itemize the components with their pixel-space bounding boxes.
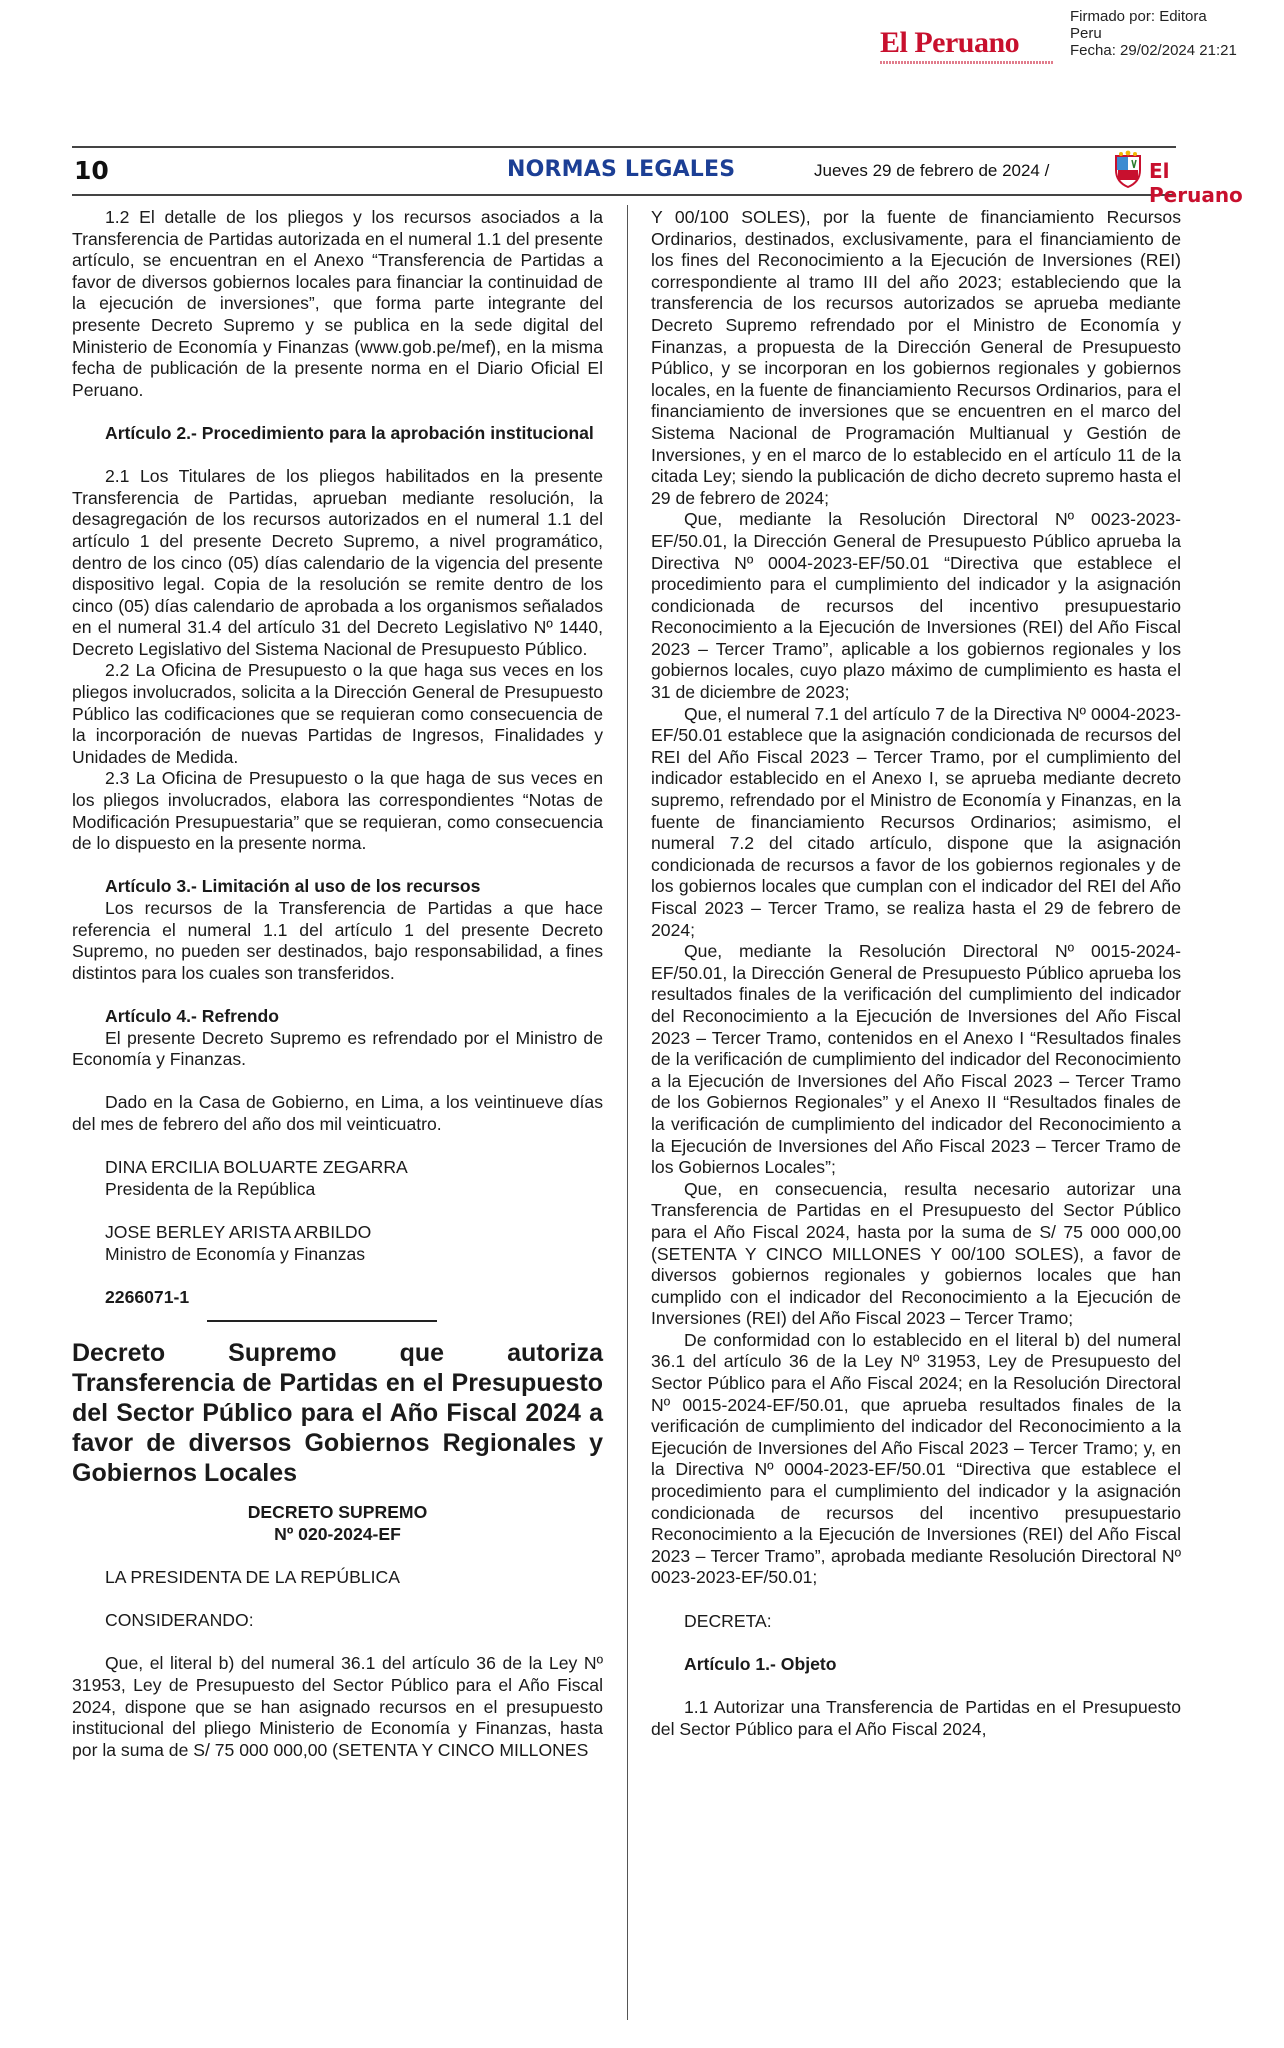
article-3-title: Artículo 3.- Limitación al uso de los recursos [105, 876, 481, 897]
signatory-1-role: Presidenta de la República [105, 1178, 316, 1199]
spacer [72, 855, 603, 877]
logo-subline [880, 61, 1054, 64]
signature-info [1070, 8, 1237, 59]
right-column [651, 207, 1181, 1740]
spacer [72, 1136, 603, 1158]
spacer [72, 445, 603, 467]
signature-line-signer: Firmado por: Editora [1070, 8, 1207, 25]
spacer [72, 1589, 603, 1611]
spacer [72, 1545, 603, 1567]
signatory-2-name: JOSE BERLEY ARISTA ARBILDO [105, 1221, 372, 1242]
article-1-title: Artículo 1.- Objeto [684, 1653, 837, 1674]
article-4-title: Artículo 4.- Refrendo [105, 1005, 279, 1026]
decree-number: Nº 020-2024-EF [274, 1523, 401, 1544]
spacer [72, 1071, 603, 1093]
paragraph-dado: Dado en la Casa de Gobierno, en Lima, a los veintinueve días del mes de febrero del año dos mil veinticuatro. [72, 1092, 603, 1134]
signatory-1-name: DINA ERCILIA BOLUARTE ZEGARRA [105, 1157, 408, 1178]
spacer [72, 1632, 603, 1654]
decree-title: Decreto Supremo que autoriza Transferencia de Partidas en el Presupuesto del Sector Público para el Año Fiscal 2024 a favor de diversos Gobiernos Regionales y Gobiernos Locales [72, 1339, 603, 1488]
page-header [72, 146, 1243, 207]
signature-line-org: Peru [1070, 25, 1102, 42]
brand-name: El Peruano [1149, 159, 1243, 207]
paragraph-conformidad: De conformidad con lo establecido en el literal b) del numeral 36.1 del artículo 36 de la Ley Nº 31953, Ley de Presupuesto del Sector Público para el Año Fiscal 2024; en la Resolución Directoral Nº 0015-2024-EF/50.01, que aprueba resultados finales de la verificación de cumplimiento del indicador del Reconocimiento a la Ejecución de Inversiones del Año Fiscal 2023 – Tercer Tramo; y, en la Directiva Nº 0004-2023-EF/50.01 “Directiva que establece el procedimiento para el cumplimiento del indicador y la asignación condicionada de recursos del incentivo presupuestario Reconocimiento a la Ejecución de Inversiones (REI) del Año Fiscal 2023 – Tercer Tramo”, aprobada mediante Resolución Directoral Nº 0023-2023-EF/50.01; [651, 1329, 1181, 1588]
digital-signature-stamp [880, 8, 1280, 68]
paragraph-2-2: 2.2 La Oficina de Presupuesto o la que haga sus veces en los pliegos involucrados, solicita a la Dirección General de Presupuesto Público las codificaciones que se requieran como consecuencia de la incorporación de nuevas Partidas de Ingresos, Finalidades y Unidades de Medida. [72, 660, 603, 767]
paragraph-4: El presente Decreto Supremo es refrendado por el Ministro de Economía y Finanzas. [72, 1027, 603, 1070]
paragraph-que-5: Que, en consecuencia, resulta necesario autorizar una Transferencia de Partidas en el Presupuesto del Sector Público para el Año Fiscal 2024, hasta por la suma de S/ 75 000 000,00 (SETENTA Y CINCO MILLONES Y 00/100 SOLES), a favor de diversos gobiernos regionales y gobiernos locales que han cumplido con el indicador del Reconocimiento a la Ejecución de Inversiones (REI) del Año Fiscal 2023 – Tercer Tramo; [651, 1178, 1181, 1329]
spacer [72, 401, 603, 423]
signatory-2-role: Ministro de Economía y Finanzas [105, 1243, 366, 1264]
paragraph-1-2: 1.2 El detalle de los pliegos y los recursos asociados a la Transferencia de Partidas autorizada en el numeral 1.1 del presente artículo, se encuentran en el Anexo “Transferencia de Partidas a favor de diversos gobiernos locales para financiar la continuidad de la ejecución de inversiones”, que forma parte integrante del presente Decreto Supremo y se publica en la sede digital del Ministerio de Economía y Finanzas (www.gob.pe/mef), en la misma fecha de publicación de la presente norma en el Diario Oficial El Peruano. [72, 207, 603, 400]
paragraph-2-3: 2.3 La Oficina de Presupuesto o la que haga de sus veces en los pliegos involucrados, elabora las correspondientes “Notas de Modificación Presupuestaria” que se requieran, como consecuencia de lo dispuesto en la presente norma. [72, 768, 603, 854]
spacer [72, 984, 603, 1006]
paragraph-continuation: Y 00/100 SOLES), por la fuente de financiamiento Recursos Ordinarios, destinados, exclusivamente, para el financiamiento de los fines del Reconocimiento a la Ejecución de Inversiones (REI) correspondiente al tramo III del año 2023; estableciendo que la transferencia de los recursos autorizados se aprueba mediante Decreto Supremo refrendado por el Ministro de Economía y Finanzas, a propuesta de la Dirección General de Presupuesto Público, y se incorporan en los gobiernos regionales y gobiernos locales, en la fuente de financiamiento Recursos Ordinarios, para el financiamiento de inversiones que se encuentren en el marco del Sistema Nacional de Programación Multianual y Gestión de Inversiones, y en el marco de lo establecido en el artículo 11 de la citada Ley; siendo la publicación de dicho decreto supremo hasta el 29 de febrero de 2024; [651, 207, 1181, 508]
document-code: 2266071-1 [105, 1286, 190, 1307]
considerando-heading: CONSIDERANDO: [105, 1610, 254, 1631]
spacer [651, 1675, 1181, 1697]
paragraph-3: Los recursos de la Transferencia de Partidas a que hace referencia el numeral 1.1 del artículo 1 del presente Decreto Supremo, no pueden ser destinados, bajo responsabilidad, a fines distintos para los cuales son transferidos. [72, 898, 603, 983]
spacer [651, 1589, 1181, 1611]
decreta-heading: DECRETA: [684, 1610, 772, 1631]
column-divider [627, 205, 628, 2020]
paragraph-1-1: 1.1 Autorizar una Transferencia de Partidas en el Presupuesto del Sector Público para el Año Fiscal 2024, [651, 1696, 1181, 1739]
page-number: 10 [74, 156, 109, 185]
paragraph-que-3: Que, el numeral 7.1 del artículo 7 de la Directiva Nº 0004-2023-EF/50.01 establece que la asignación condicionada de recursos del REI del Año Fiscal 2023 – Tercer Tramo, por el cumplimiento del indicador establecido en el Anexo I, se aprueba mediante decreto supremo, refrendado por el Ministro de Economía y Finanzas, en la fuente de financiamiento Recursos Ordinarios; asimismo, el numeral 7.2 del citado artículo, dispone que la asignación condicionada de recursos a favor de los gobiernos regionales y de los gobiernos locales que cumplan con el indicador del REI del Año Fiscal 2023 – Tercer Tramo, se realiza hasta el 29 de febrero de 2024; [651, 703, 1181, 940]
publication-date: Jueves 29 de febrero de 2024 / [814, 161, 1050, 180]
spacer [651, 1632, 1181, 1654]
left-column [72, 207, 603, 1761]
paragraph-que-4: Que, mediante la Resolución Directoral Nº 0015-2024-EF/50.01, la Dirección General de Presupuesto Público aprueba los resultados finales de la verificación del cumplimiento del indicador del Reconocimiento a la Ejecución de Inversiones del Año Fiscal 2023 – Tercer Tramo, contenidos en el Anexo I “Resultados finales de la verificación de cumplimiento del indicador del Reconocimiento a la Ejecución de Inversiones del Año Fiscal 2023 – Tercer Tramo de los Gobiernos Regionales” y el Anexo II “Resultados finales de la verificación de cumplimiento del indicador del Reconocimiento a la Ejecución de Inversiones del Año Fiscal 2023 – Tercer Tramo de los Gobiernos Locales”; [651, 941, 1181, 1178]
separator-rule [207, 1320, 437, 1322]
logo-wordmark: El Peruano [880, 26, 1020, 59]
decree-label: DECRETO SUPREMO [247, 1502, 428, 1523]
coat-of-arms-icon [1113, 150, 1143, 188]
el-peruano-logo [880, 26, 1070, 70]
presidenta-heading: LA PRESIDENTA DE LA REPÚBLICA [105, 1567, 400, 1588]
article-2-title: Artículo 2.- Procedimiento para la aprobación institucional [105, 422, 594, 443]
section-title: NORMAS LEGALES [507, 157, 736, 182]
spacer [72, 1200, 603, 1222]
paragraph-que-2: Que, mediante la Resolución Directoral Nº 0023-2023-EF/50.01, la Dirección General de Presupuesto Público aprueba la Directiva Nº 0004-2023-EF/50.01 “Directiva que establece el procedimiento para el cumplimiento del indicador y la asignación condicionada de recursos del incentivo presupuestario Reconocimiento a la Ejecución de Inversiones (REI) del Año Fiscal 2023 – Tercer Tramo”, aplicable a los gobiernos regionales y los gobiernos locales, cuyo plazo máximo de cumplimiento es hasta el 31 de diciembre de 2023; [651, 509, 1181, 703]
spacer [72, 1265, 603, 1287]
signature-line-date: Fecha: 29/02/2024 21:21 [1070, 42, 1237, 59]
paragraph-2-1: 2.1 Los Titulares de los pliegos habilitados en la presente Transferencia de Partidas, aprueban mediante resolución, la desagregación de los recursos autorizados en el numeral 1.1 del artículo 1 del presente Decreto Supremo, a nivel programático, dentro de los cinco (05) días calendario de la vigencia del presente dispositivo legal. Copia de la resolución se remite dentro de los cinco (05) días calendario de aprobada a los organismos señalados en el numeral 31.4 del artículo 31 del Decreto Legislativo Nº 1440, Decreto Legislativo del Sistema Nacional de Presupuesto Público. [72, 466, 603, 659]
paragraph-que-1: Que, el literal b) del numeral 36.1 del artículo 36 de la Ley Nº 31953, Ley de Presupuesto del Sector Público para el Año Fiscal 2024, dispone que se han asignado recursos en el presupuesto institucional del pliego Ministerio de Economía y Finanzas, hasta por la suma de S/ 75 000 000,00 (SETENTA Y CINCO MILLONES [72, 1653, 603, 1760]
